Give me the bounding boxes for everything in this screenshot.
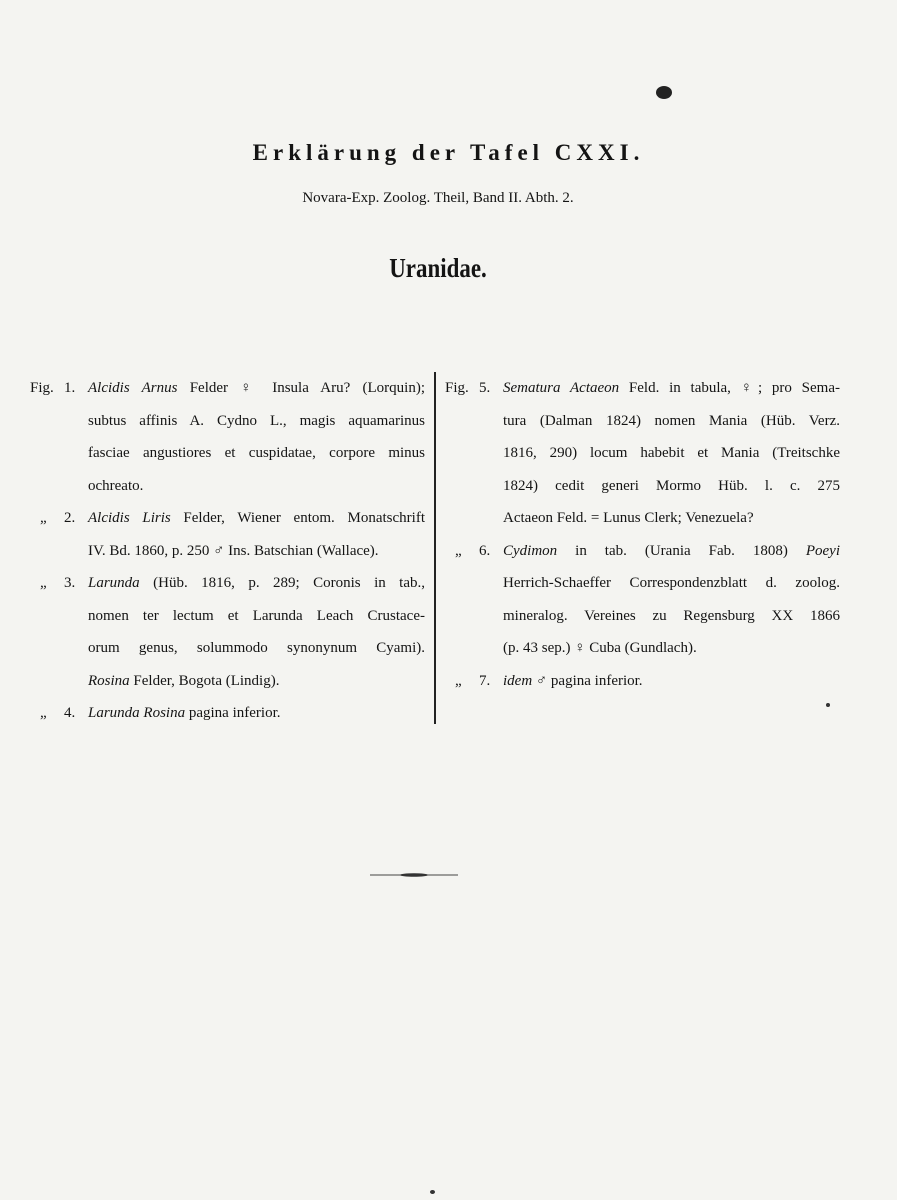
figure-entry	[30, 372, 425, 502]
ink-spot	[656, 86, 672, 99]
figure-number: 4.	[64, 705, 76, 721]
figure-prefix: Fig.	[445, 380, 469, 396]
entry-text-line: Herrich-Schaeffer Correspondenzblatt d. zoolog.	[503, 575, 840, 591]
entry-text-line: subtus affinis A. Cydno L., magis aquamarinus	[88, 412, 425, 429]
left-column	[30, 372, 425, 730]
entry-text-line: mineralog. Vereines zu Regensburg XX 1866	[503, 607, 840, 624]
column-divider	[434, 372, 436, 724]
ornamental-rule	[370, 873, 458, 877]
figure-prefix: „	[40, 510, 47, 526]
figure-entry	[445, 665, 840, 698]
entry-text-line: IV. Bd. 1860, p. 250 ♂ Ins. Batschian (Wallace).	[88, 542, 379, 559]
entry-text-line: Actaeon Feld. = Lunus Clerk; Venezuela?	[503, 510, 754, 526]
figure-entry	[30, 567, 425, 697]
figure-entry	[30, 697, 425, 730]
entry-text-line: Rosina Felder, Bogota (Lindig).	[88, 672, 280, 689]
entry-text-line: nomen ter lectum et Larunda Leach Crustace-	[88, 607, 425, 624]
figure-prefix: „	[455, 542, 462, 559]
family-heading: Uranidae.	[389, 253, 487, 283]
entry-text-line: tura (Dalman 1824) nomen Mania (Hüb. Verz.	[503, 412, 840, 429]
entry-text-line: Cydimon in tab. (Urania Fab. 1808) Poeyi	[503, 542, 840, 559]
figure-prefix: „	[455, 672, 462, 689]
plate-title: Erklärung der Tafel CXXI.	[252, 140, 645, 165]
figure-prefix: Fig.	[30, 380, 54, 396]
figure-number: 3.	[64, 575, 76, 591]
figure-number: 5.	[479, 380, 491, 396]
entry-text-line: ochreato.	[88, 477, 144, 494]
entry-text-line: 1816, 290) locum habebit et Mania (Treitschke	[503, 445, 840, 461]
entry-text-line: fasciae angustiores et cuspidatae, corpore minus	[88, 445, 425, 461]
figure-entry	[30, 502, 425, 567]
ink-spot	[826, 703, 830, 707]
entry-text-line: orum genus, solummodo synonynum Cyami).	[88, 640, 425, 656]
entry-text-line: Larunda (Hüb. 1816, p. 289; Coronis in tab.,	[88, 575, 425, 591]
figure-number: 1.	[64, 380, 76, 396]
figure-prefix: „	[40, 575, 47, 591]
entry-text-line: idem ♂ pagina inferior.	[503, 672, 643, 689]
ink-spot	[430, 1190, 435, 1194]
figure-number: 7.	[479, 672, 491, 689]
figure-number: 6.	[479, 542, 491, 559]
figure-number: 2.	[64, 510, 76, 526]
entry-text-line: (p. 43 sep.) ♀ Cuba (Gundlach).	[503, 640, 697, 656]
entry-text-line: Larunda Rosina pagina inferior.	[88, 705, 281, 721]
entry-text-line: Sematura Actaeon Feld. in tabula, ♀; pro Sema-	[503, 380, 840, 396]
figure-entry	[445, 535, 840, 665]
figure-prefix: „	[40, 705, 47, 721]
entry-text-line: Alcidis Arnus Felder ♀ Insula Aru? (Lorquin);	[88, 380, 425, 396]
right-column	[445, 372, 840, 697]
entry-text-line: Alcidis Liris Felder, Wiener entom. Monatschrift	[88, 510, 425, 526]
plate-subtitle: Novara-Exp. Zoolog. Theil, Band II. Abth. 2.	[302, 190, 574, 206]
figure-entry	[445, 372, 840, 535]
entry-text-line: 1824) cedit generi Mormo Hüb. l. c. 275	[503, 477, 840, 494]
